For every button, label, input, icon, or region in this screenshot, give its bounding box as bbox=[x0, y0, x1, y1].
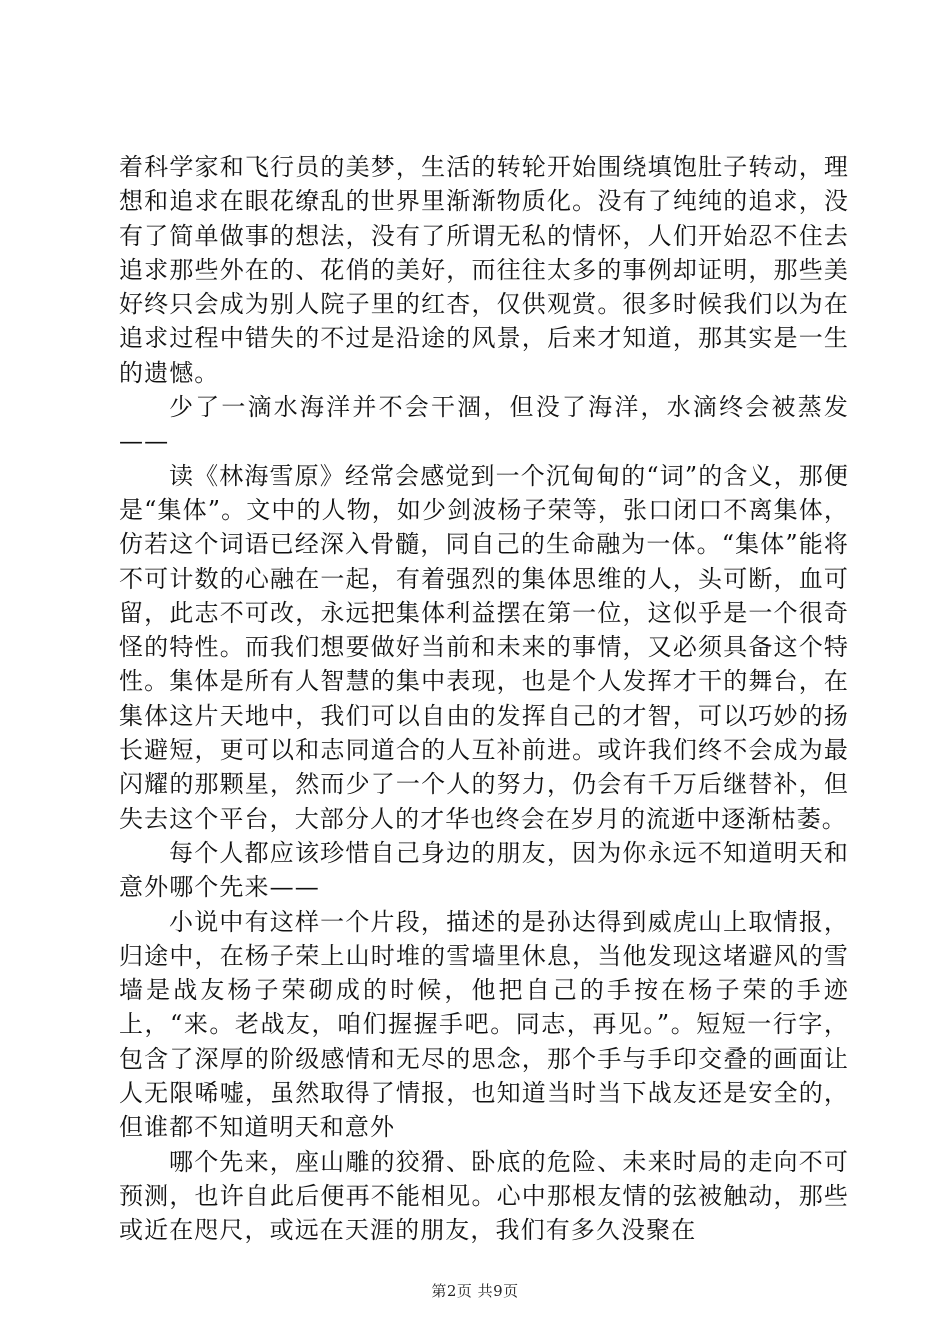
paragraph-4: 每个人都应该珍惜自己身边的朋友，因为你永远不知道明天和意外哪个先来—— bbox=[119, 838, 849, 902]
paragraph-5: 小说中有这样一个片段，描述的是孙达得到威虎山上取情报，归途中，在杨子荣上山时堆的雪墙里休息，当他发现这堵避风的雪墙是战友杨子荣砌成的时候，他把自己的手按在杨子荣的手迹上，“来。老战友，咱们握握手吧。同志，再见。”。短短一行字，包含了深厚的阶级感情和无尽的思念，那个手与手印交叠的画面让人无限唏嘘，虽然取得了情报，也知道当时当下战友还是安全的，但谁都不知道明天和意外 bbox=[119, 907, 849, 1142]
page-number-footer: 第2页 共9页 bbox=[431, 1282, 519, 1300]
paragraph-2: 少了一滴水海洋并不会干涸，但没了海洋，水滴终会被蒸发—— bbox=[119, 393, 849, 456]
document-body bbox=[119, 150, 849, 1248]
paragraph-6: 哪个先来，座山雕的狡猾、卧底的危险、未来时局的走向不可预测，也许自此后便再不能相见。心中那根友情的弦被触动，那些或近在咫尺，或远在天涯的朋友，我们有多久没聚在 bbox=[119, 1147, 849, 1245]
paragraph-3: 读《林海雪原》经常会感觉到一个沉甸甸的“词”的含义，那便是“集体”。文中的人物，如少剑波杨子荣等，张口闭口不离集体，仿若这个词语已经深入骨髓，同自己的生命融为一体。“集体”能将不可计数的心融在一起，有着强烈的集体思维的人，头可断，血可留，此志不可改，永远把集体利益摆在第一位，这似乎是一个很奇怪的特性。而我们想要做好当前和未来的事情，又必须具备这个特性。集体是所有人智慧的集中表现，也是个人发挥才干的舞台，在集体这片天地中，我们可以自由的发挥自己的才智，可以巧妙的扬长避短，更可以和志同道合的人互补前进。或许我们终不会成为最闪耀的那颗星，然而少了一个人的努力，仍会有千万后继替补，但失去这个平台，大部分人的才华也终会在岁月的流逝中逐渐枯萎。 bbox=[119, 461, 849, 833]
paragraph-1: 着科学家和飞行员的美梦，生活的转轮开始围绕填饱肚子转动，理想和追求在眼花缭乱的世界里渐渐物质化。没有了纯纯的追求，没有了简单做事的想法，没有了所谓无私的情怀，人们开始忍不住去追求那些外在的、花俏的美好，而往往太多的事例却证明，那些美好终只会成为别人院子里的红杏，仅供观赏。很多时候我们以为在追求过程中错失的不过是沿途的风景，后来才知道，那其实是一生的遗憾。 bbox=[119, 153, 849, 387]
